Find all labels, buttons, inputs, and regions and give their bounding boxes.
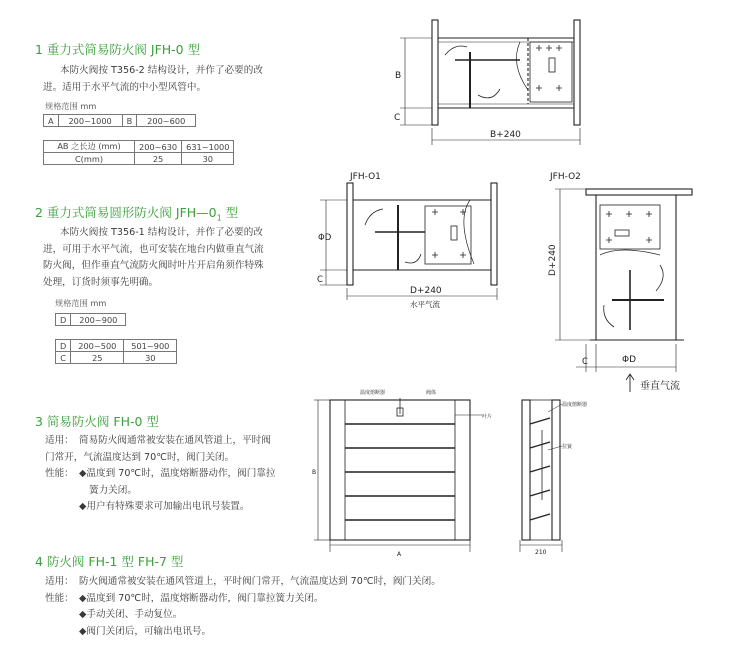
d5-fuse-label: 温度熔断器: [562, 402, 588, 408]
cell: 200~1000: [58, 115, 122, 127]
d3-name: JFH-O2: [550, 172, 581, 182]
s2-title-main: 2 重力式简易圆形防火阀 JFH—0: [35, 205, 217, 220]
d1-c-label: C: [394, 113, 401, 123]
s3-perf-key: 性能：: [45, 468, 74, 479]
cell: A: [44, 115, 59, 127]
cell: 631~1000: [182, 141, 234, 153]
d4-body-label: 阀体: [426, 390, 437, 396]
cell: 200~900: [71, 314, 126, 326]
cell: D: [56, 314, 71, 326]
drawing-jfh-o1: [320, 183, 497, 300]
d2-c-label: C: [317, 275, 323, 285]
s4-perf-line: ◆阀门关闭后，可输出电讯号。: [79, 625, 212, 637]
d3-height-label: D+240: [548, 244, 558, 276]
s4-title: 4 防火阀 FH-1 型 FH-7 型: [35, 554, 184, 569]
cell: C: [56, 352, 71, 364]
s3-use-key: 适用：: [45, 435, 74, 446]
s2-desc-line: 本防火阀按 T356-1 结构设计，并作了必要的改: [60, 227, 263, 238]
cell: B: [122, 115, 137, 127]
s2-desc-line: 防火阀，但作垂直气流防火阀时叶片开启角须作特殊: [43, 260, 264, 271]
drawing-fh-0-side: [520, 400, 562, 552]
s4-perf-key: 性能：: [45, 592, 74, 604]
s2-desc-line: 处理，订货时须事先明确。: [43, 276, 159, 288]
d4-w-label: A: [397, 551, 402, 558]
cell: AB 之长边 (mm): [44, 141, 135, 153]
cell: C(mm): [44, 153, 135, 165]
s3-use-line: 简易防火阀通常被安装在通风管道上，平时阀: [79, 435, 271, 446]
s3-perf-line: ◆温度到 70℃时，温度熔断器动作，阀门靠拉: [79, 468, 276, 479]
s4-use-line: 防火阀通常被安装在通风管道上，平时阀门常开，气流温度达到 70℃时，阀门关闭。: [79, 576, 441, 587]
cell: 25: [135, 153, 182, 165]
cell: 30: [124, 352, 177, 364]
d5-dim-label: 210: [535, 549, 547, 556]
d2-name: JFH-O1: [350, 172, 381, 182]
s3-use-line: 门常开，气流温度达到 70℃时，阀门关闭。: [45, 451, 235, 463]
s3-title: 3 简易防火阀 FH-0 型: [35, 414, 159, 429]
cell: 501~900: [124, 340, 177, 352]
d4-h-label: B: [312, 469, 317, 476]
d5-spring-label: 拉簧: [562, 444, 573, 450]
cell: 200~630: [135, 141, 182, 153]
s3-perf-line: ◆用户有特殊要求可加输出电讯号装置。: [79, 501, 250, 512]
s1-title: 1 重力式简易防火阀 JFH-0 型: [35, 42, 201, 57]
s2-title-sub: 1: [216, 213, 222, 223]
s4-perf-line: ◆温度到 70℃时，温度熔断器动作，阀门靠拉簧力关闭。: [79, 592, 324, 604]
d2-d-label: ΦD: [318, 233, 332, 243]
cell: 200~600: [137, 115, 196, 127]
s2-desc-line: 进，可用于水平气流，也可安装在地台内做垂直气流: [43, 243, 264, 255]
s1-desc-line: 本防火阀按 T356-2 结构设计，并作了必要的改: [60, 65, 263, 76]
d4-blade-label: 叶片: [482, 414, 493, 420]
s2-range-label: 规格范围 mm: [55, 298, 107, 308]
d2-flow-label: 水平气流: [410, 300, 440, 309]
d1-b-label: B: [395, 71, 402, 81]
s4-perf-line: ◆手动关闭、手动复位。: [79, 609, 183, 620]
s4-use-key: 适用：: [45, 576, 74, 587]
cell: 30: [182, 153, 234, 165]
d1-width-label: B+240: [490, 130, 521, 140]
s1-range-label: 规格范围 mm: [45, 101, 97, 111]
drawing-jfh-0: [400, 20, 580, 145]
d3-d-label: ΦD: [622, 355, 637, 365]
drawing-fh-0: [314, 398, 482, 552]
cell: 25: [71, 352, 124, 364]
cell: D: [56, 340, 71, 352]
s1-desc-line: 进。适用于水平气流的中小型风管中。: [43, 81, 207, 93]
d4-fuse-label: 温度熔断器: [360, 390, 386, 396]
d2-width-label: D+240: [410, 286, 442, 296]
cell: 200~500: [71, 340, 124, 352]
d3-c-label: C: [582, 357, 588, 367]
d3-flow-label: 垂直气流: [640, 381, 680, 392]
s2-title-tail: 型: [221, 205, 239, 220]
s3-perf-line: 簧力关闭。: [89, 484, 137, 496]
